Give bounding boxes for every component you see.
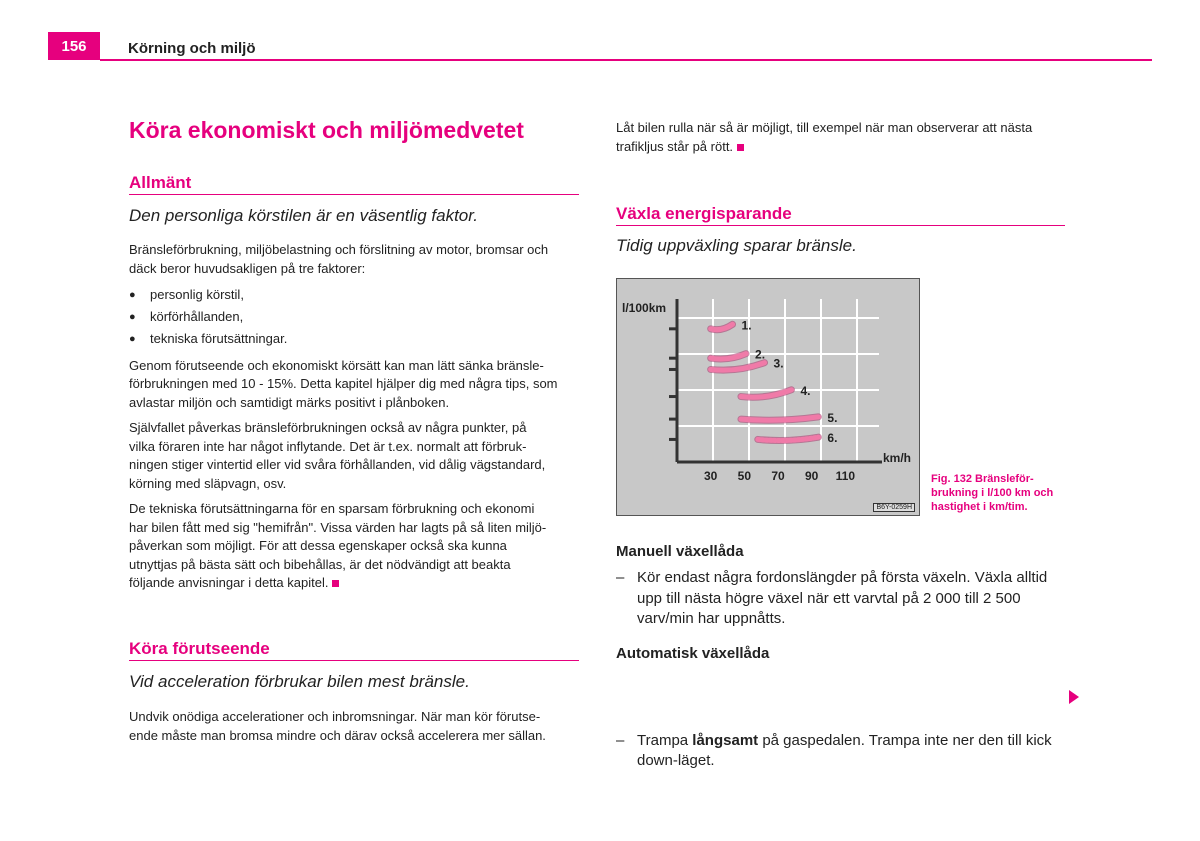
x-tick-label: 90 xyxy=(804,469,819,483)
list-item: ● körförhållanden, xyxy=(129,308,589,327)
x-tick-label: 70 xyxy=(771,469,785,483)
section-end-mark xyxy=(737,144,744,151)
automatic-gearbox-instruction: – Trampa långsamt på gaspedalen. Trampa inte ner den till kick down-läget. xyxy=(616,731,1052,769)
section-lead: Vid acceleration förbrukar bilen mest bränsle. xyxy=(129,672,470,691)
header-rule xyxy=(100,59,1152,61)
x-axis-label: km/h xyxy=(883,451,912,465)
paragraph: Genom förutseende och ekonomiskt körsätt kan man lätt sänka bränsle- förbrukningen med 10 - 15%. Detta kapitel hjälper dig med några tips, som avlastar miljön och samtidigt märks positivt i plånboken. xyxy=(129,357,558,410)
paragraph: Självfallet påverkas bränsleförbrukningen också av några punkter, på vilka föraren inte har något inflytande. Det är t.ex. normalt att förbruk- ningen stiger vintertid eller vid svåra förhållanden, vid dålig vägstandard, körning med släpvagn, osv. xyxy=(129,420,546,491)
series-label: 2. xyxy=(755,347,766,362)
section-title-vaxla: Växla energisparande xyxy=(616,204,792,223)
section-body-allmant xyxy=(129,241,589,600)
chapter-title: Körning och miljö xyxy=(128,40,256,57)
section-rule xyxy=(129,660,579,661)
x-tick-label: 50 xyxy=(737,469,752,483)
x-tick-label: 110 xyxy=(835,469,856,483)
fuel-consumption-chart xyxy=(617,279,919,515)
list-item: ● tekniska förutsättningar. xyxy=(129,330,589,349)
manual-gearbox-title: Manuell växellåda xyxy=(616,543,744,560)
series-label: 6. xyxy=(827,431,838,446)
page-number: 156 xyxy=(61,38,87,55)
series-label: 4. xyxy=(800,383,811,398)
factor-list xyxy=(129,286,589,349)
section-title-kora-forutseende: Köra förutseende xyxy=(129,639,270,658)
series-label: 5. xyxy=(827,410,838,425)
intro-paragraph: Bränsleförbrukning, miljöbelastning och förslitning av motor, bromsar och däck beror huvudsakligen på tre faktorer: xyxy=(129,242,549,276)
section-body-kora-forutseende xyxy=(129,708,589,752)
y-axis-label: l/100km xyxy=(622,301,667,315)
automatic-gearbox-title: Automatisk växellåda xyxy=(616,645,770,662)
section-rule xyxy=(616,225,1065,226)
series-label: 3. xyxy=(773,356,784,371)
paragraph: Undvik onödiga accelerationer och inbromsningar. När man kör förutse- ende måste man bromsa mindre och därav också accelerera mer sällan. xyxy=(129,709,546,743)
figure-code: B6Y-0259H xyxy=(873,503,915,512)
manual-gearbox-instruction: – Kör endast några fordonslängder på första växeln. Växla alltid upp till nästa högre växel när ett varvtal på 2 000 till 2 500 varv/min har uppnåtts. xyxy=(616,569,1048,627)
list-item: ● personlig körstil, xyxy=(129,286,589,305)
next-page-arrow-icon xyxy=(1069,690,1079,704)
figure-caption: Fig. 132 Bränsleför- brukning i l/100 km och hastighet i km/tim. xyxy=(931,473,1054,513)
main-title: Köra ekonomiskt och miljömedvetet xyxy=(129,117,524,143)
section-lead: Tidig uppväxling sparar bränsle. xyxy=(616,236,857,255)
series-label: 1. xyxy=(741,318,752,333)
rolling-paragraph: Låt bilen rulla när så är möjligt, till exempel när man observerar att nästa trafikljus står på rött. xyxy=(616,120,1033,154)
section-end-mark xyxy=(332,580,339,587)
section-title-allmant: Allmänt xyxy=(129,173,192,192)
section-rule xyxy=(129,194,579,195)
section-lead: Den personliga körstilen är en väsentlig faktor. xyxy=(129,206,478,225)
fuel-chart-figure xyxy=(616,278,920,516)
paragraph: De tekniska förutsättningarna för en sparsam förbrukning och ekonomi har bilen fått med sig "hemifrån". Vissa värden har lagts på så liten miljö- påverkan som möjligt. För att dessa egenskaper också ska kunna utnyttjas på bästa sätt och bibehållas, är det nödvändigt att beakta följande anvisningar i detta kapitel. xyxy=(129,501,547,591)
x-tick-label: 30 xyxy=(703,469,718,483)
